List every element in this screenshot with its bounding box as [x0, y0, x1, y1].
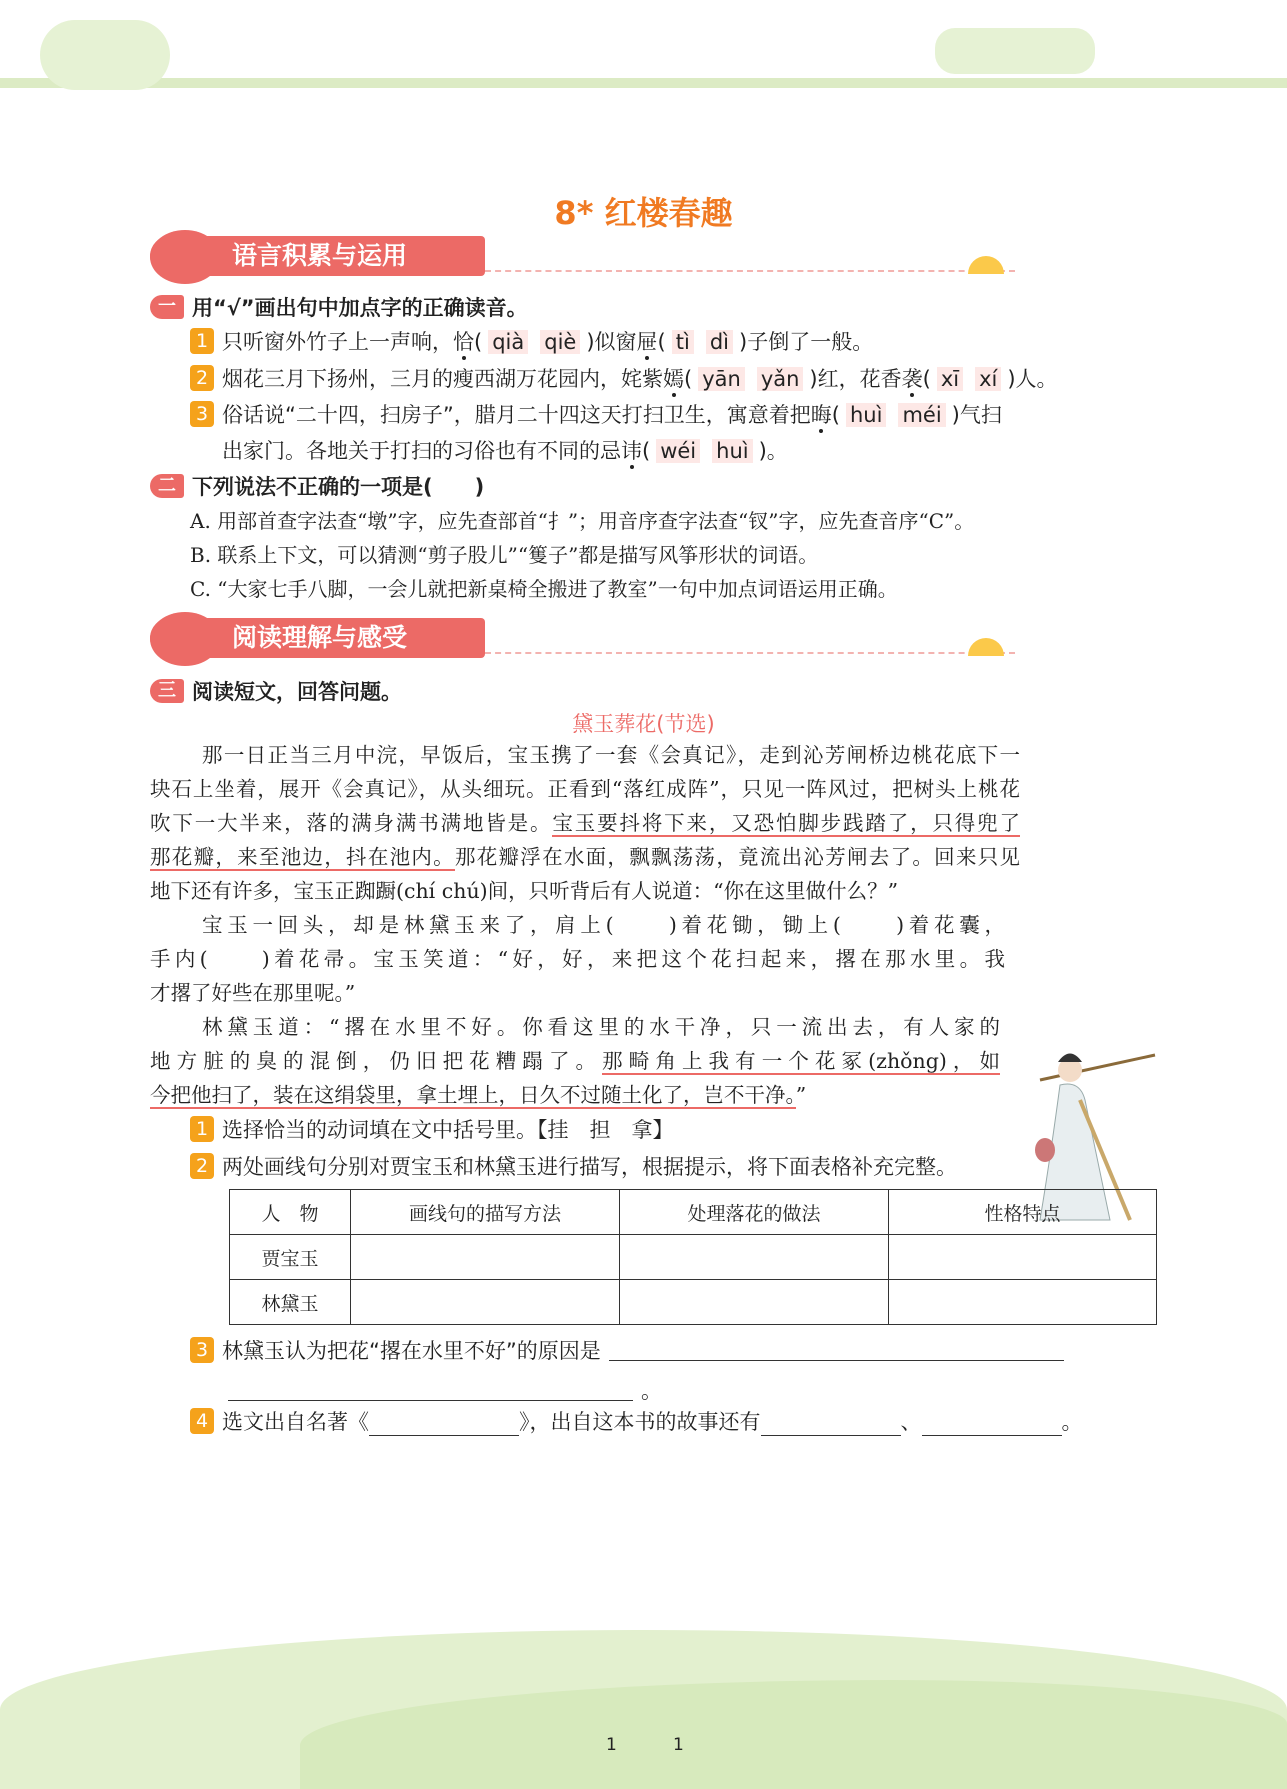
passage-text: 吹下一大半来，落的满身满书满地皆是。 [150, 811, 553, 835]
answer-blank[interactable] [369, 1414, 519, 1436]
passage-line [150, 1010, 1000, 1044]
q1-item-1 [190, 326, 873, 356]
passage-line [150, 806, 1020, 840]
answer-blank[interactable] [228, 1379, 633, 1401]
item-number: 3 [190, 1337, 214, 1363]
dotted-char: 嫣 [663, 367, 684, 391]
text: )红，花香 [809, 367, 902, 391]
question-number: 一 [150, 295, 184, 319]
item-number: 3 [190, 401, 214, 427]
pinyin-option[interactable]: huì [712, 439, 752, 463]
passage-text: ” [795, 1083, 807, 1107]
answer-cell[interactable] [889, 1235, 1157, 1280]
sunset-icon [968, 256, 1004, 274]
sub-question-3 [190, 1335, 1064, 1365]
underlined-sentence: 宝玉要抖将下来，又恐怕脚步践踏了，只得兜了 [552, 811, 1021, 835]
question-1-heading [150, 292, 528, 322]
passage-line [150, 840, 1020, 874]
passage-text: 宝玉一回头，却是林黛玉来了，肩上( )着花锄，锄上( )着花囊， [202, 913, 1005, 937]
answer-blank[interactable] [761, 1414, 901, 1436]
divider [485, 652, 1015, 654]
period: 。 [641, 1379, 662, 1403]
divider [485, 270, 1015, 272]
passage-title: 黛玉葬花(节选) [572, 712, 715, 736]
text: ( [657, 330, 666, 354]
text: )气扫 [951, 403, 1002, 427]
page-number: 1 [606, 1735, 617, 1755]
passage-text: 那一日正当三月中浣，早饭后，宝玉携了一套《会真记》，走到沁芳闸桥边桃花底下一 [202, 743, 1020, 767]
table-header: 性格特点 [889, 1190, 1157, 1235]
passage-text: 块石上坐着，展开《会真记》，从头细玩。正看到“落红成阵”，只见一阵风过，把树头上桃花 [150, 777, 1020, 801]
passage-text: 手内( )着花帚。宝玉笑道：“好，好，来把这个花扫起来，撂在那水里。我 [150, 947, 1005, 971]
section-banner: 语言积累与运用 [150, 236, 485, 276]
question-prompt: 下列说法不正确的一项是( ) [192, 475, 485, 499]
answer-cell[interactable] [620, 1280, 889, 1325]
page-title: 8* 红楼春趣 [554, 194, 733, 232]
dotted-char: 恰 [453, 330, 474, 354]
answer-cell[interactable] [351, 1280, 620, 1325]
underlined-sentence: 那畸角上我有一个花冢(zhǒng)，如 [602, 1049, 1001, 1073]
dotted-char: 袭 [901, 367, 923, 391]
text: 出家门。各地关于打扫的习俗也有不同的忌 [222, 439, 621, 463]
table-header: 处理落花的做法 [620, 1190, 889, 1235]
item-number: 2 [190, 365, 214, 391]
pinyin-option[interactable]: xī [937, 367, 963, 391]
question-text: 选择恰当的动词填在文中括号里。【挂 担 拿】 [222, 1118, 674, 1142]
dotted-char: 晦 [810, 403, 832, 427]
answer-blank[interactable] [922, 1414, 1062, 1436]
passage-text: 林黛玉道：“撂在水里不好。你看这里的水干净，只一流出去，有人家的 [202, 1015, 1000, 1039]
animals-decoration [935, 28, 1095, 74]
question-2-heading [150, 471, 484, 501]
table-row [230, 1280, 1157, 1325]
item-number: 2 [190, 1153, 214, 1179]
passage-line [150, 738, 1020, 772]
passage-line [150, 908, 1005, 942]
q1-item-3-continued [222, 435, 788, 465]
q1-item-2 [190, 363, 1058, 393]
question-text: 林黛玉认为把花“撂在水里不好”的原因是 [222, 1339, 601, 1363]
cloud-sun-decoration [40, 20, 170, 90]
text: ( [642, 439, 651, 463]
question-text: 》，出自这本书的故事还有 [519, 1410, 761, 1434]
passage-line [150, 1044, 1000, 1078]
text: )似窗 [586, 330, 637, 354]
pinyin-option[interactable]: yān [698, 367, 745, 391]
text: ( [684, 367, 693, 391]
text: )。 [758, 439, 788, 463]
passage-line [150, 942, 1005, 976]
answer-blank[interactable] [609, 1339, 1064, 1361]
question-number: 二 [150, 474, 184, 498]
sub-question-3-continued [228, 1375, 662, 1405]
text: 俗话说“二十四，扫房子”，腊月二十四这天打扫卫生，寓意着把 [222, 403, 811, 427]
text: ( [922, 367, 931, 391]
pinyin-option[interactable]: xí [975, 367, 1001, 391]
question-text: 两处画线句分别对贾宝玉和林黛玉进行描写，根据提示，将下面表格补充完整。 [222, 1155, 957, 1179]
passage-text: 才撂了好些在那里呢。” [150, 981, 356, 1005]
answer-table [229, 1189, 1157, 1325]
answer-cell[interactable] [889, 1280, 1157, 1325]
question-text: 选文出自名著《 [222, 1410, 369, 1434]
passage-text: 那花瓣浮在水面，飘飘荡荡，竟流出沁芳闸去了。回来只见 [454, 845, 1021, 869]
question-prompt: 用“√”画出句中加点字的正确读音。 [192, 296, 528, 320]
pinyin-option[interactable]: tì [672, 330, 694, 354]
underlined-sentence: 今把他扫了，装在这绢袋里，拿土埋上，日久不过随土化了，岂不干净。 [150, 1083, 796, 1107]
sub-question-2 [190, 1151, 957, 1181]
dotted-char: 屉 [636, 330, 658, 354]
pinyin-option[interactable]: méi [898, 403, 945, 427]
pinyin-option[interactable]: huì [846, 403, 886, 427]
option-c: C. “大家七手八脚，一会儿就把新桌椅全搬进了教室”一句中加点词语运用正确。 [190, 577, 898, 601]
q1-item-3 [190, 399, 1002, 429]
pinyin-option[interactable]: yǎn [757, 367, 804, 391]
pinyin-option[interactable]: qiè [540, 330, 580, 354]
item-number: 1 [190, 1116, 214, 1142]
dotted-char: 讳 [621, 439, 642, 463]
answer-cell[interactable] [351, 1235, 620, 1280]
pinyin-option[interactable]: wéi [656, 439, 700, 463]
table-header-row [230, 1190, 1157, 1235]
passage-line [150, 772, 1020, 806]
passage-line [150, 1078, 1020, 1112]
section-banner: 阅读理解与感受 [150, 618, 485, 658]
text: 烟花三月下扬州，三月的瘦西湖万花园内，姹紫 [222, 367, 663, 391]
text: )子倒了一般。 [739, 330, 874, 354]
table-header: 人 物 [230, 1190, 351, 1235]
sub-question-4 [190, 1406, 1083, 1436]
table-row [230, 1235, 1157, 1280]
text: 只听窗外竹子上一声响， [222, 330, 453, 354]
text: ( [474, 330, 483, 354]
passage-text: 地方脏的臭的混倒，仍旧把花糟蹋了。 [150, 1049, 603, 1073]
page-number: 1 [673, 1735, 684, 1755]
table-header: 画线句的描写方法 [351, 1190, 620, 1235]
header-band [0, 78, 1287, 88]
row-label: 贾宝玉 [230, 1235, 351, 1280]
question-prompt: 阅读短文，回答问题。 [192, 680, 402, 704]
item-number: 1 [190, 328, 214, 354]
question-text: 。 [1061, 1410, 1083, 1434]
passage-line [150, 874, 1020, 908]
pinyin-option[interactable]: qià [488, 330, 528, 354]
passage-text: 地下还有许多，宝玉正踟蹰(chí chú)间，只听背后有人说道：“你在这里做什么？” [150, 879, 899, 903]
question-number: 三 [150, 679, 184, 703]
pinyin-option[interactable]: dì [706, 330, 733, 354]
sub-question-1 [190, 1114, 674, 1144]
text: ( [831, 403, 840, 427]
answer-cell[interactable] [620, 1235, 889, 1280]
question-text: 、 [900, 1410, 922, 1434]
passage-line [150, 976, 1005, 1010]
row-label: 林黛玉 [230, 1280, 351, 1325]
option-b: B. 联系上下文，可以猜测“剪子股儿”“篗子”都是描写风筝形状的词语。 [190, 543, 819, 567]
question-3-heading [150, 676, 402, 706]
underlined-sentence: 那花瓣，来至池边，抖在池内。 [150, 845, 455, 869]
text: )人。 [1007, 367, 1058, 391]
item-number: 4 [190, 1408, 214, 1434]
sunset-icon [968, 638, 1004, 656]
option-a: A. 用部首查字法查“墩”字，应先查部首“扌”；用音序查字法查“钗”字，应先查音序“C”。 [190, 509, 975, 533]
